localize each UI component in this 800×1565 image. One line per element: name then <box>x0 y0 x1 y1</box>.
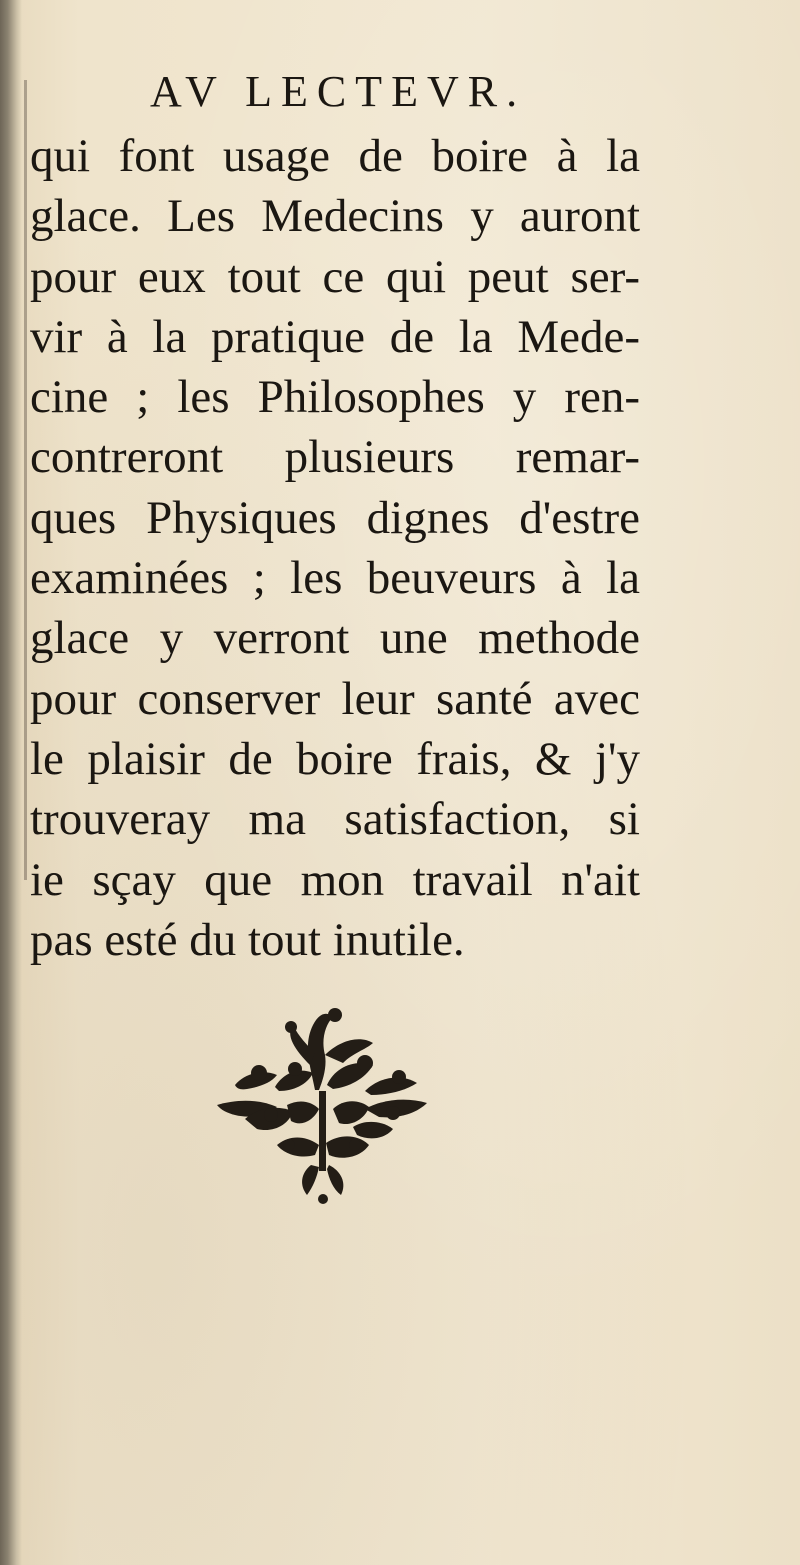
text-line: cine ; les Philosophes y ren- <box>30 371 640 424</box>
text-line: contreront plusieurs remar- <box>30 431 640 484</box>
page-fold-shadow <box>24 80 27 880</box>
text-line: pour conserver leur santé avec <box>30 672 640 725</box>
floral-fleuron-ornament-icon <box>215 995 435 1205</box>
text-line: qui font usage de boire à la <box>30 130 640 182</box>
text-line: pour eux tout ce qui peut ser- <box>30 250 640 303</box>
text-line: examinées ; les beuveurs à la <box>30 552 640 605</box>
text-line: trouveray ma satisfaction, si <box>30 793 640 846</box>
text-line: ques Physiques dignes d'estre <box>30 491 640 544</box>
running-head: AV LECTEVR. <box>150 67 527 116</box>
text-line: le plaisir de boire frais, & j'y <box>30 732 640 785</box>
text-line: pas esté du tout inutile. <box>30 913 465 966</box>
book-binding-edge <box>0 0 22 1565</box>
text-line: vir à la pratique de la Mede- <box>30 310 640 363</box>
body-text <box>30 126 640 970</box>
text-line: glace y verront une methode <box>30 612 640 665</box>
text-line: glace. Les Medecins y auront <box>30 190 640 243</box>
text-line: ie sçay que mon travail n'ait <box>30 853 640 906</box>
